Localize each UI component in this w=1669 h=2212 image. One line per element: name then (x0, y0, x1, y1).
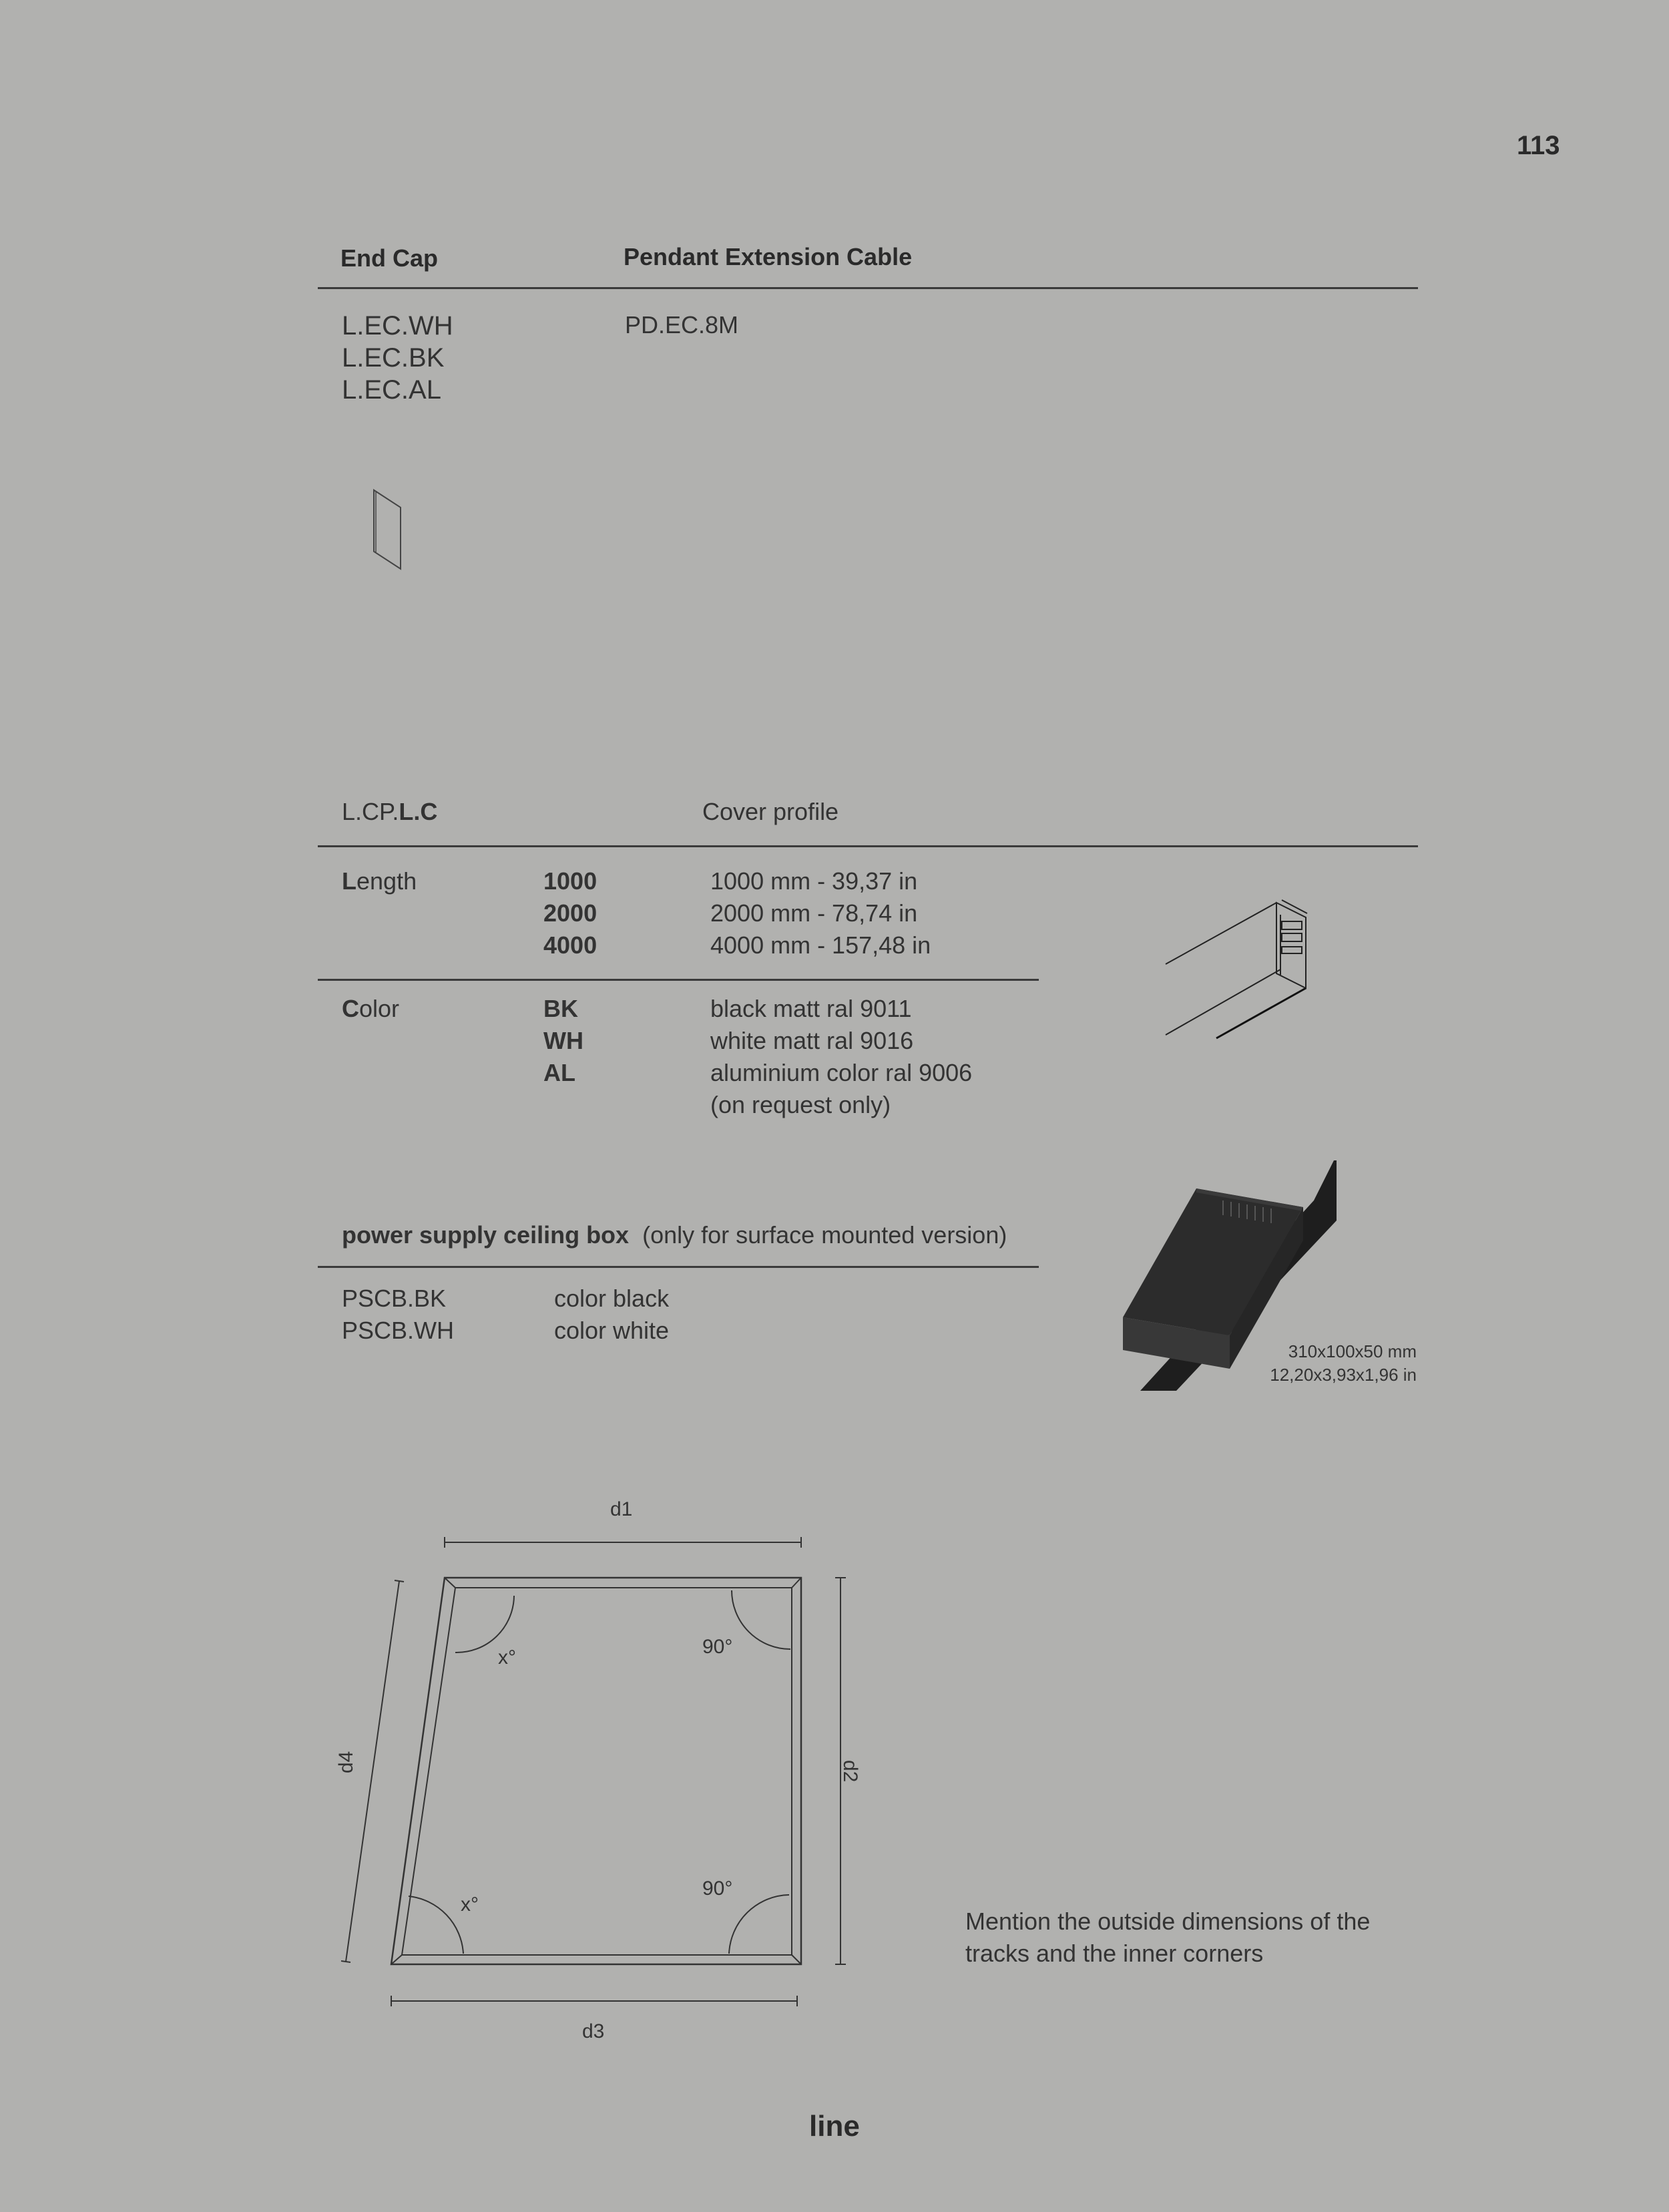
length-code: 4000 (543, 931, 598, 959)
power-box-dimensions-mm: 310x100x50 mm (1288, 1341, 1417, 1361)
cover-profile-code-suffix: L.C (399, 798, 438, 825)
cover-profile-title: Cover profile (702, 798, 839, 825)
dimension-label-d1: d1 (610, 1498, 633, 1520)
power-box-code: PSCB.WH (342, 1317, 455, 1344)
length-label-rest: ength (356, 867, 417, 895)
color-value: white matt ral 9016 (710, 1027, 914, 1054)
power-box-value: color black (554, 1285, 670, 1312)
length-value: 4000 mm - 157,48 in (710, 931, 931, 959)
pendant-cable-heading: Pendant Extension Cable (624, 243, 913, 270)
length-value: 2000 mm - 78,74 in (710, 899, 918, 927)
power-box-title-main: power supply ceiling box (342, 1221, 630, 1249)
page-number: 113 (1517, 131, 1560, 160)
end-cap-code: L.EC.BK (342, 343, 445, 373)
end-cap-code: L.EC.AL (342, 375, 441, 405)
color-value: black matt ral 9011 (710, 995, 912, 1022)
power-box-code: PSCB.BK (342, 1285, 447, 1312)
diagram-note: tracks and the inner corners (965, 1940, 1264, 1967)
power-box-value: color white (554, 1317, 670, 1344)
power-box-title-note: (only for surface mounted version) (642, 1221, 1007, 1249)
dimension-label-d4: d4 (335, 1751, 357, 1773)
length-code: 1000 (543, 867, 598, 895)
color-code: WH (543, 1027, 583, 1054)
pendant-cable-code: PD.EC.8M (625, 311, 739, 339)
angle-label-x-bottom: x° (461, 1894, 479, 1916)
footer-title: line (809, 2110, 860, 2143)
end-cap-code: L.EC.WH (342, 311, 453, 341)
angle-label-90-bottom: 90° (702, 1877, 733, 1900)
end-cap-heading: End Cap (340, 244, 439, 272)
angle-label-x-top: x° (498, 1646, 516, 1669)
angle-label-90-top: 90° (702, 1636, 733, 1658)
color-value: aluminium color ral 9006 (710, 1059, 973, 1086)
diagram-note: Mention the outside dimensions of the (965, 1908, 1371, 1935)
color-label-rest: olor (359, 995, 400, 1022)
cover-profile-code-prefix: L.CP. (342, 798, 399, 825)
dimension-label-d3: d3 (582, 2020, 605, 2042)
color-code: BK (543, 995, 578, 1022)
power-box-dimensions-in: 12,20x3,93x1,96 in (1270, 1365, 1417, 1385)
length-label-initial: L (342, 867, 356, 895)
length-code: 2000 (543, 899, 598, 927)
length-value: 1000 mm - 39,37 in (710, 867, 918, 895)
dimension-label-d2: d2 (839, 1760, 861, 1783)
color-code: AL (543, 1059, 575, 1086)
color-value: (on request only) (710, 1091, 891, 1118)
color-label-initial: C (342, 995, 359, 1022)
